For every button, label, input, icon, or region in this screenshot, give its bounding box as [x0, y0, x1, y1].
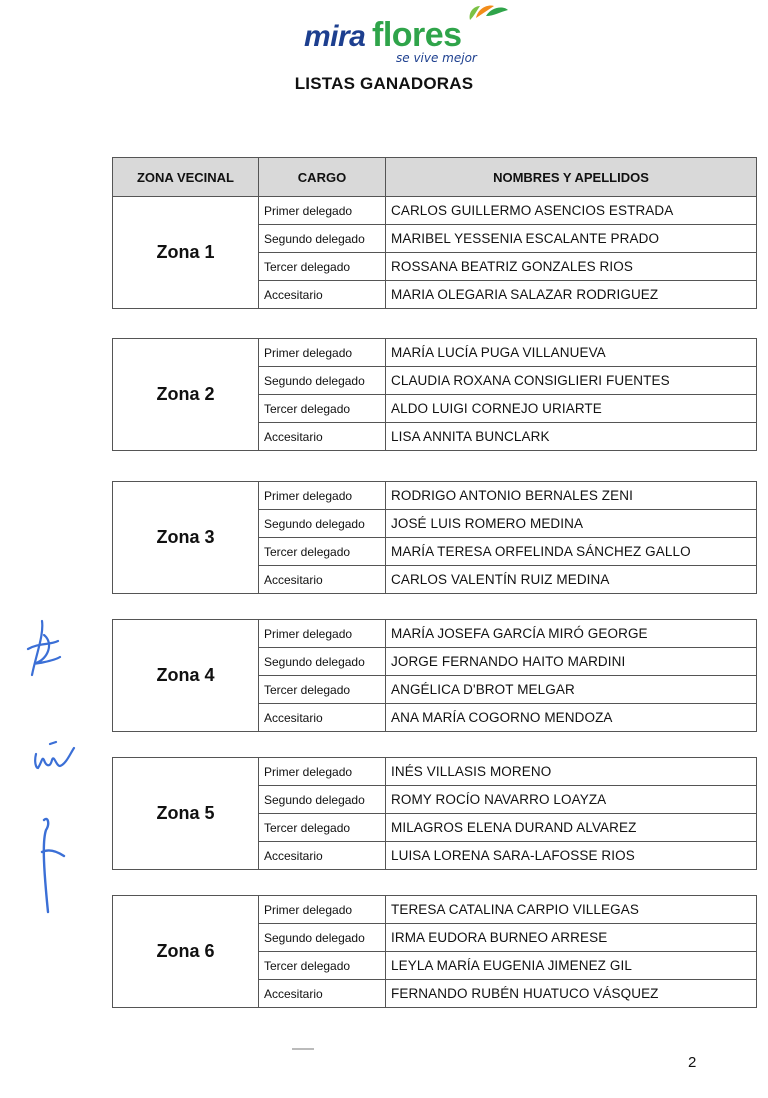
- name-cell: MARÍA JOSEFA GARCÍA MIRÓ GEORGE: [386, 620, 757, 648]
- page-number: 2: [688, 1054, 697, 1071]
- cargo-cell: Accesitario: [259, 704, 386, 732]
- name-cell: MARÍA LUCÍA PUGA VILLANUEVA: [386, 339, 757, 367]
- cargo-cell: Tercer delegado: [259, 538, 386, 566]
- cargo-cell: Primer delegado: [259, 620, 386, 648]
- cargo-cell: Primer delegado: [259, 896, 386, 924]
- name-cell: MILAGROS ELENA DURAND ALVAREZ: [386, 814, 757, 842]
- zone-label: Zona 5: [113, 758, 259, 870]
- zone-label: Zona 4: [113, 620, 259, 732]
- cargo-cell: Accesitario: [259, 281, 386, 309]
- zone-table-4: [112, 619, 757, 732]
- name-cell: FERNANDO RUBÉN HUATUCO VÁSQUEZ: [386, 980, 757, 1008]
- column-header-cargo: CARGO: [259, 158, 386, 197]
- name-cell: CLAUDIA ROXANA CONSIGLIERI FUENTES: [386, 367, 757, 395]
- name-cell: CARLOS GUILLERMO ASENCIOS ESTRADA: [386, 197, 757, 225]
- zone-table-6: [112, 895, 757, 1008]
- svg-text:se vive mejor: se vive mejor: [396, 51, 477, 65]
- zone-label: Zona 3: [113, 482, 259, 594]
- name-cell: ROMY ROCÍO NAVARRO LOAYZA: [386, 786, 757, 814]
- cargo-cell: Tercer delegado: [259, 814, 386, 842]
- name-cell: LEYLA MARÍA EUGENIA JIMENEZ GIL: [386, 952, 757, 980]
- name-cell: ROSSANA BEATRIZ GONZALES RIOS: [386, 253, 757, 281]
- name-cell: INÉS VILLASIS MORENO: [386, 758, 757, 786]
- name-cell: MARIBEL YESSENIA ESCALANTE PRADO: [386, 225, 757, 253]
- name-cell: ALDO LUIGI CORNEJO URIARTE: [386, 395, 757, 423]
- name-cell: LISA ANNITA BUNCLARK: [386, 423, 757, 451]
- svg-text:mira: mira: [304, 20, 366, 53]
- zone-label: Zona 1: [113, 197, 259, 309]
- column-header-nombres: NOMBRES Y APELLIDOS: [386, 158, 757, 197]
- name-cell: MARÍA TERESA ORFELINDA SÁNCHEZ GALLO: [386, 538, 757, 566]
- name-cell: ANA MARÍA COGORNO MENDOZA: [386, 704, 757, 732]
- cargo-cell: Primer delegado: [259, 758, 386, 786]
- cargo-cell: Segundo delegado: [259, 786, 386, 814]
- cargo-cell: Segundo delegado: [259, 510, 386, 538]
- name-cell: JORGE FERNANDO HAITO MARDINI: [386, 648, 757, 676]
- name-cell: TERESA CATALINA CARPIO VILLEGAS: [386, 896, 757, 924]
- cargo-cell: Primer delegado: [259, 197, 386, 225]
- zone-table-5: [112, 757, 757, 870]
- signature-initial-2: [14, 728, 84, 778]
- cargo-cell: Accesitario: [259, 980, 386, 1008]
- results-table-header: [112, 157, 757, 197]
- cargo-cell: Segundo delegado: [259, 367, 386, 395]
- miraflores-logo: [300, 4, 520, 66]
- column-header-zona: ZONA VECINAL: [113, 158, 259, 197]
- cargo-cell: Primer delegado: [259, 482, 386, 510]
- cargo-cell: Segundo delegado: [259, 924, 386, 952]
- cargo-cell: Accesitario: [259, 566, 386, 594]
- zone-table-1: [112, 196, 757, 309]
- cargo-cell: Tercer delegado: [259, 253, 386, 281]
- cargo-cell: Segundo delegado: [259, 225, 386, 253]
- name-cell: JOSÉ LUIS ROMERO MEDINA: [386, 510, 757, 538]
- zone-table-2: [112, 338, 757, 451]
- name-cell: CARLOS VALENTÍN RUIZ MEDINA: [386, 566, 757, 594]
- name-cell: ANGÉLICA D'BROT MELGAR: [386, 676, 757, 704]
- name-cell: RODRIGO ANTONIO BERNALES ZENI: [386, 482, 757, 510]
- svg-text:flores: flores: [372, 16, 462, 54]
- zone-table-3: [112, 481, 757, 594]
- signature-initial-1: [14, 615, 74, 680]
- scan-mark: [292, 1048, 314, 1050]
- cargo-cell: Accesitario: [259, 423, 386, 451]
- cargo-cell: Tercer delegado: [259, 952, 386, 980]
- cargo-cell: Primer delegado: [259, 339, 386, 367]
- name-cell: IRMA EUDORA BURNEO ARRESE: [386, 924, 757, 952]
- zone-label: Zona 2: [113, 339, 259, 451]
- name-cell: LUISA LORENA SARA-LAFOSSE RIOS: [386, 842, 757, 870]
- zone-label: Zona 6: [113, 896, 259, 1008]
- signature-initial-3: [14, 812, 74, 922]
- name-cell: MARIA OLEGARIA SALAZAR RODRIGUEZ: [386, 281, 757, 309]
- cargo-cell: Accesitario: [259, 842, 386, 870]
- page-title: LISTAS GANADORAS: [294, 74, 474, 93]
- cargo-cell: Tercer delegado: [259, 395, 386, 423]
- cargo-cell: Segundo delegado: [259, 648, 386, 676]
- cargo-cell: Tercer delegado: [259, 676, 386, 704]
